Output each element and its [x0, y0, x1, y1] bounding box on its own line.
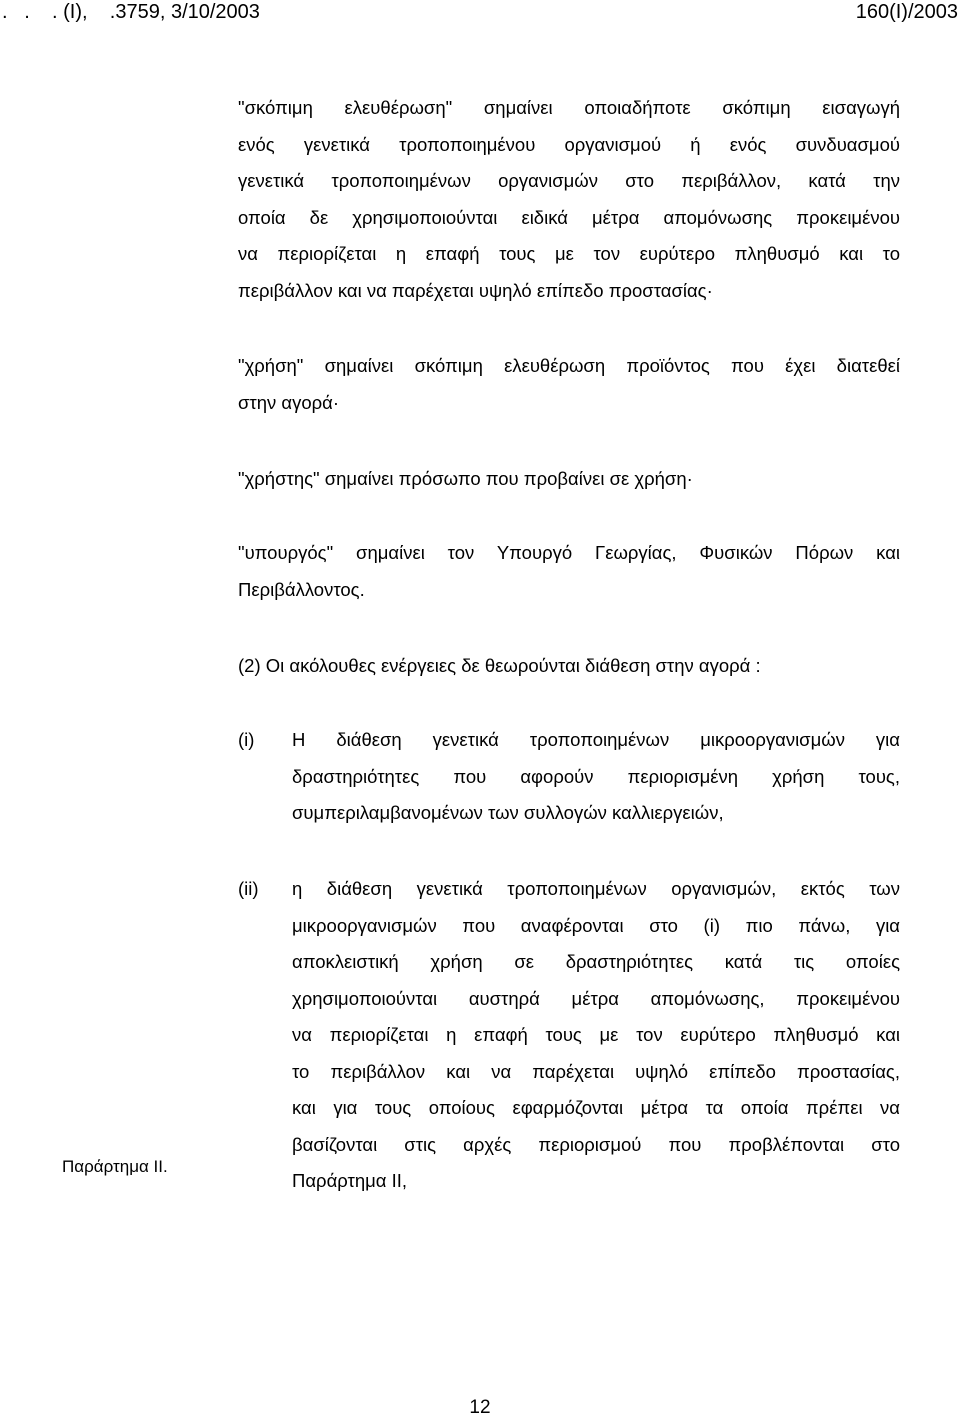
- item-number: (ii): [238, 878, 259, 899]
- text-line: "υπουργός" σημαίνει τον Υπουργό Γεωργίας, Φυσικών Πόρων και: [238, 542, 900, 563]
- page-number: 12: [469, 1397, 491, 1418]
- text-line: δραστηριότητες που αφορούν περιορισμένη χρήση τους,: [292, 765, 900, 787]
- header-reference: . . . (Ι), .3759, 3/10/2003: [2, 1, 260, 23]
- text-line: ενός γενετικά τροποποιημένου οργανισμού ή ενός συνδυασμού: [238, 133, 900, 155]
- text-line: μικροοργανισμών που αναφέρονται στο (i) πιο πάνω, για: [292, 914, 900, 936]
- text-line: οποία δε χρησιμοποιούνται ειδικά μέτρα απομόνωσης προκειμένου: [238, 206, 900, 228]
- margin-note: Παράρτημα ΙΙ.: [62, 1157, 168, 1176]
- text-line: να περιορίζεται η επαφή τους με τον ευρύτερο πληθυσμό και το: [238, 243, 900, 264]
- text-line: "χρήστης" σημαίνει πρόσωπο που προβαίνει σε χρήση·: [238, 468, 693, 489]
- text-line: στην αγορά·: [238, 391, 340, 413]
- text-line: "σκόπιμη ελευθέρωση" σημαίνει οποιαδήποτε σκόπιμη εισαγωγή: [238, 97, 900, 118]
- text-line: Η διάθεση γενετικά τροποποιημένων μικροοργανισμών για: [292, 729, 900, 750]
- text-line: "χρήση" σημαίνει σκόπιμη ελευθέρωση προϊόντος που έχει διατεθεί: [238, 355, 900, 376]
- header-law-number: 160(Ι)/2003: [855, 1, 958, 23]
- text-line: χρησιμοποιούνται αυστηρά μέτρα απομόνωσης, προκειμένου: [292, 987, 900, 1009]
- text-line: γενετικά τροποποιημένων οργανισμών στο περιβάλλον, κατά την: [238, 170, 900, 191]
- text-line: να περιορίζεται η επαφή τους με τον ευρύτερο πληθυσμό και: [292, 1024, 900, 1045]
- definition-deliberate-release: [238, 90, 900, 309]
- definition-use: [238, 348, 900, 421]
- item-i-text: [292, 722, 900, 832]
- page-header: [0, 0, 960, 30]
- text-line: συμπεριλαμβανομένων των συλλογών καλλιεργειών,: [292, 802, 724, 823]
- text-line: και για τους οποίους εφαρμόζονται μέτρα τα οποία πρέπει να: [292, 1097, 900, 1118]
- text-line: βασίζονται στις αρχές περιορισμού που προβλέπονται στο: [292, 1133, 900, 1155]
- subsection-2-intro: [238, 648, 900, 685]
- text-line: αποκλειστική χρήση σε δραστηριότητες κατά τις οποίες: [292, 951, 900, 972]
- item-ii-text: [292, 871, 900, 1200]
- text-line: Παράρτημα ΙΙ,: [292, 1170, 408, 1191]
- item-number: (i): [238, 729, 255, 750]
- text-line: (2) Οι ακόλουθες ενέργειες δε θεωρούνται διάθεση στην αγορά :: [238, 655, 761, 676]
- text-line: περιβάλλον και να παρέχεται υψηλό επίπεδο προστασίας·: [238, 279, 713, 301]
- text-line: Περιβάλλοντος.: [238, 578, 365, 600]
- text-line: η διάθεση γενετικά τροποποιημένων οργανισμών, εκτός των: [292, 878, 900, 899]
- definition-minister: [238, 535, 900, 608]
- text-line: το περιβάλλον και να παρέχεται υψηλό επίπεδο προστασίας,: [292, 1060, 900, 1082]
- definition-user: [238, 461, 900, 498]
